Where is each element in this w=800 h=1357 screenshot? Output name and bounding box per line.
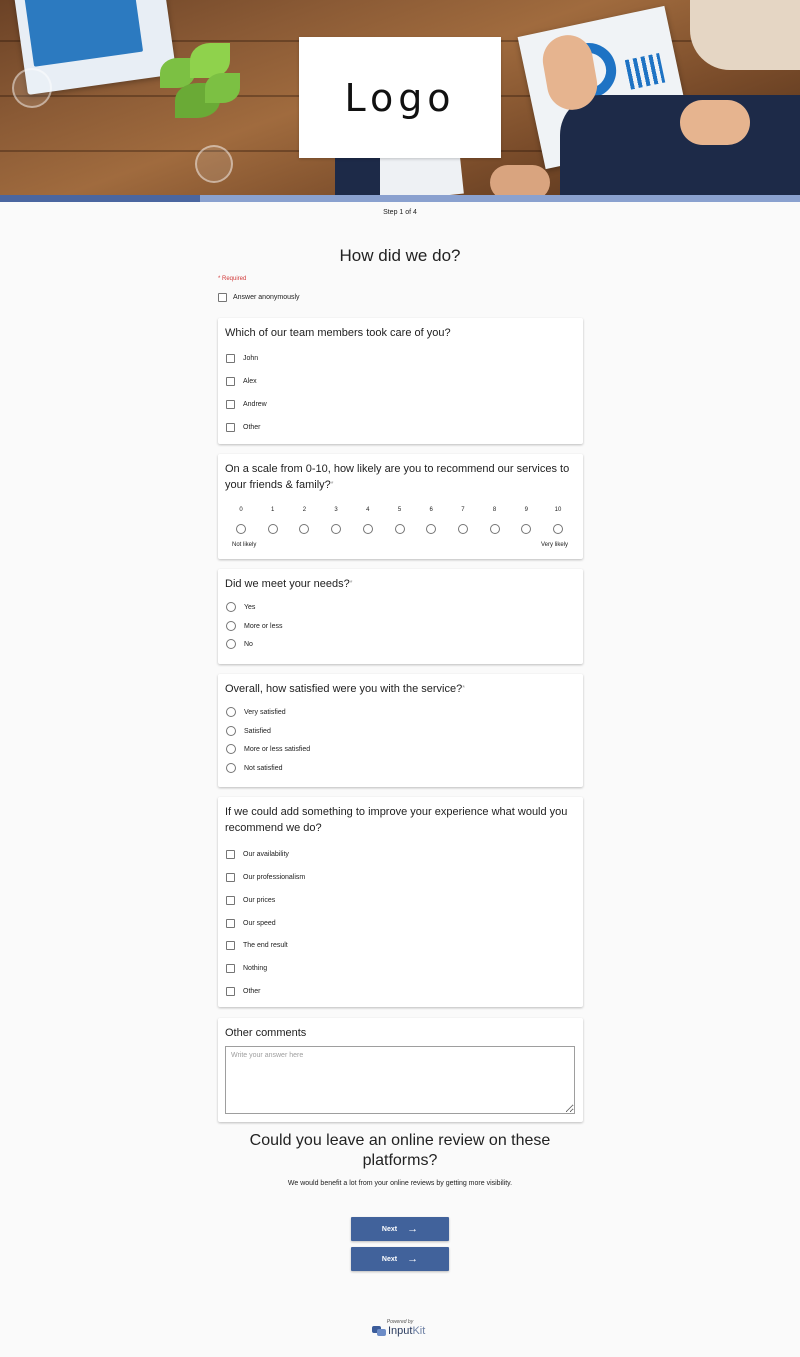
checkbox-icon[interactable] [226, 400, 235, 409]
question-card-other-comments [218, 1018, 583, 1122]
question-text-content: Did we meet your needs? [225, 578, 350, 590]
option-label: Our professionalism [243, 874, 306, 881]
checkbox-icon[interactable] [226, 987, 235, 996]
option-other[interactable] [226, 987, 261, 996]
scale-radio-5[interactable] [395, 524, 405, 534]
required-asterisk: * [330, 481, 334, 488]
option-no[interactable] [226, 639, 253, 649]
brand-accent: Kit [412, 1325, 426, 1337]
option-label: Nothing [243, 965, 268, 972]
option-more-or-less[interactable] [226, 621, 283, 631]
question-card-team-member [218, 318, 583, 444]
checkbox-icon[interactable] [226, 964, 235, 973]
option-label: No [244, 640, 253, 648]
progress-bar-fill [0, 195, 200, 202]
scale-radio-6[interactable] [426, 524, 436, 534]
radio-icon[interactable] [226, 707, 236, 717]
scale-high-label: Very likely [540, 542, 568, 548]
radio-icon[interactable] [226, 763, 236, 773]
option-label: Our prices [243, 897, 276, 904]
radio-icon[interactable] [226, 602, 236, 612]
checkbox-icon[interactable] [218, 293, 227, 302]
option-label: Our speed [243, 920, 276, 927]
scale-label-4: 4 [366, 507, 370, 513]
comments-textarea[interactable] [225, 1046, 575, 1114]
scale-label-3: 3 [334, 507, 338, 513]
scale-radio-10[interactable] [553, 524, 563, 534]
option-label: Alex [243, 378, 257, 385]
glass-decoration [12, 68, 52, 108]
scale-label-0: 0 [239, 507, 243, 513]
scale-label-9: 9 [524, 507, 528, 513]
scale-label-5: 5 [397, 507, 402, 513]
question-card-needs [218, 569, 583, 664]
radio-icon[interactable] [226, 726, 236, 736]
inputkit-logo[interactable] [372, 1325, 425, 1337]
scale-low-label: Not likely [232, 542, 257, 548]
logo-text: Logo [344, 75, 456, 120]
inputkit-chat-icon [372, 1326, 386, 1336]
question-text [225, 681, 577, 697]
scale-label-8: 8 [492, 507, 497, 513]
required-note: * Required [218, 276, 247, 282]
question-text: Which of our team members took care of you? [225, 327, 451, 339]
option-satisfied[interactable] [226, 726, 271, 736]
option-label: Not satisfied [244, 764, 283, 772]
checkbox-icon[interactable] [226, 850, 235, 859]
option-label: John [243, 355, 259, 362]
option-andrew[interactable] [226, 400, 267, 409]
question-card-satisfaction [218, 674, 583, 787]
review-subtitle: We would benefit a lot from your online reviews by getting more visibility. [287, 1180, 513, 1187]
question-text-content: Overall, how satisfied were you with the service? [225, 683, 463, 695]
option-label: Our availability [243, 851, 289, 858]
question-text [225, 461, 577, 493]
scale-radio-2[interactable] [299, 524, 309, 534]
answer-anonymously-label: Answer anonymously [233, 294, 300, 301]
logo [299, 37, 501, 158]
question-card-improvements [218, 797, 583, 1007]
scale-label-7: 7 [461, 507, 465, 513]
question-text-content: On a scale from 0-10, how likely are you to recommend our services to your friends & family? [225, 463, 570, 491]
next-button-secondary[interactable] [351, 1247, 449, 1271]
option-our-speed[interactable] [226, 919, 276, 928]
option-label: Very satisfied [244, 708, 286, 716]
scale-label-2: 2 [302, 507, 307, 513]
option-alex[interactable] [226, 377, 257, 386]
checkbox-icon[interactable] [226, 873, 235, 882]
scale-radio-7[interactable] [458, 524, 468, 534]
option-john[interactable] [226, 354, 258, 363]
option-label: Andrew [243, 401, 267, 408]
question-text: If we could add something to improve your experience what would you recommend we do? [225, 806, 568, 834]
option-label: More or less [244, 622, 283, 630]
option-label: Other [243, 988, 261, 995]
option-label: The end result [243, 942, 288, 949]
option-label: More or less satisfied [244, 745, 311, 753]
arrow-right-icon: → [407, 1253, 419, 1265]
required-asterisk: * [462, 685, 465, 692]
option-the-end-result[interactable] [226, 941, 288, 950]
inputkit-brand-name [388, 1325, 425, 1337]
checkbox-icon[interactable] [226, 896, 235, 905]
scale-radio-9[interactable] [521, 524, 531, 534]
scale-label-6: 6 [429, 507, 433, 513]
glass-decoration-2 [195, 145, 233, 183]
checkbox-icon[interactable] [226, 423, 235, 432]
brand-main: Input [388, 1325, 413, 1337]
checkbox-icon[interactable] [226, 354, 235, 363]
arrow-right-icon: → [407, 1223, 419, 1235]
radio-icon[interactable] [226, 639, 236, 649]
scale-radio-4[interactable] [363, 524, 373, 534]
next-button-label: Next [381, 1225, 398, 1233]
question-text [225, 576, 577, 592]
plant-decoration [150, 38, 245, 123]
scale-radio-3[interactable] [331, 524, 341, 534]
option-more-or-less-satisfied[interactable] [226, 744, 310, 754]
checkbox-icon[interactable] [226, 941, 235, 950]
scale-radio-0[interactable] [236, 524, 246, 534]
option-not-satisfied[interactable] [226, 763, 283, 773]
checkbox-icon[interactable] [226, 919, 235, 928]
option-our-prices[interactable] [226, 896, 275, 905]
radio-icon[interactable] [226, 744, 236, 754]
scale-label-1: 1 [271, 507, 275, 513]
next-button-label: Next [381, 1255, 398, 1263]
question-text: Other comments [225, 1027, 307, 1039]
option-yes[interactable] [226, 602, 255, 612]
step-indicator: Step 1 of 4 [383, 209, 417, 216]
option-label: Yes [244, 603, 256, 611]
answer-anonymously-checkbox[interactable] [218, 293, 300, 302]
powered-by-label: Powered by [386, 1319, 414, 1325]
radio-icon[interactable] [226, 621, 236, 631]
review-heading: Could you leave an online review on these platforms? [249, 1132, 551, 1169]
option-label: Other [243, 424, 261, 431]
scale-radio-1[interactable] [268, 524, 278, 534]
checkbox-icon[interactable] [226, 377, 235, 386]
scale-radio-8[interactable] [490, 524, 500, 534]
scale-label-10: 10 [554, 507, 562, 513]
option-our-professionalism[interactable] [226, 873, 305, 882]
next-button[interactable] [351, 1217, 449, 1241]
option-nothing[interactable] [226, 964, 267, 973]
page-title: How did we do? [339, 246, 461, 265]
progress-bar [0, 195, 800, 202]
option-our-availability[interactable] [226, 850, 289, 859]
option-other[interactable] [226, 423, 261, 432]
option-label: Satisfied [244, 727, 271, 735]
question-card-recommend-scale [218, 454, 583, 559]
option-very-satisfied[interactable] [226, 707, 286, 717]
required-asterisk: * [349, 580, 353, 587]
